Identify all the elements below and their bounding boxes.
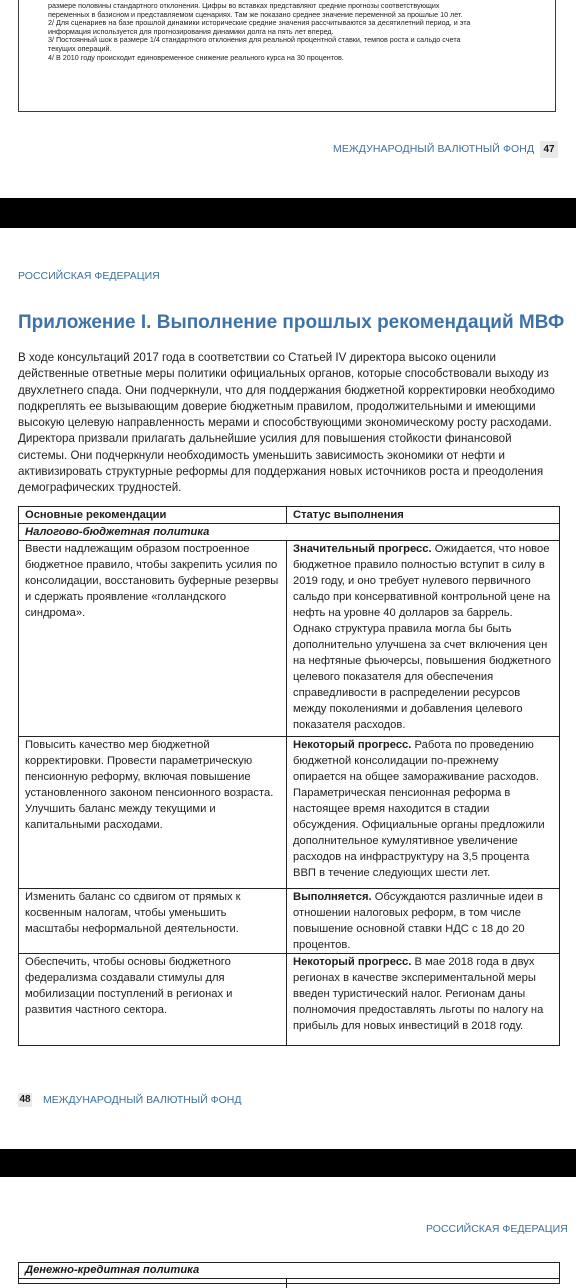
- page-separator: [0, 1149, 576, 1177]
- table-row: [19, 541, 560, 737]
- intro-paragraph: В ходе консультаций 2017 года в соответствии со Статьей IV директора высоко оценили действенные ответные меры политики официальных органов, которые способствовали выходу из двухлетнего спада. Они подчеркнули, что для поддержания бюджетной корректировки необходимо подкреплять ее вызывающим доверие бюджетным правилом, продолжительными и имеющими высокую целевую направленность мерами и способствующими экономическому росту расходами. Директора призвали прилагать дальнейшие усилия для повышения стойкости финансовой системы. Они подчеркнули необходимость уменьшить зависимость экономики от нефти и активизировать структурные реформы для поддержания новых источников роста и преодоления демографических трудностей.: [18, 351, 555, 495]
- page-footer: МЕЖДУНАРОДНЫЙ ВАЛЮТНЫЙ ФОНД: [333, 143, 535, 155]
- note-line: 4/ В 2010 году происходит единовременное снижение реального курса на 30 процентов.: [48, 52, 344, 62]
- recommendations-table: [18, 506, 560, 1046]
- running-head: РОССИЙСКАЯ ФЕДЕРАЦИЯ: [426, 1223, 568, 1235]
- table-row: [19, 737, 560, 889]
- note-line: переменных в базисном и представляемом сценариях. Там же показано среднее значение переменной за прошлые 10 лет.: [48, 9, 463, 19]
- note-line: текущих операций.: [48, 43, 112, 53]
- note-line: информация используется для прогнозирования динамики долга на пять лет вперед.: [48, 26, 334, 36]
- status-cell: [287, 889, 560, 954]
- status-text: Обсуждаются различные идеи в отношении налоговых реформ, в том числе повышение основной ставки НДС с 18 до 20 процентов.: [293, 891, 543, 951]
- page-footer: МЕЖДУНАРОДНЫЙ ВАЛЮТНЫЙ ФОНД: [43, 1094, 242, 1106]
- page-separator: [0, 198, 576, 228]
- section-row: [19, 524, 560, 541]
- column-header: Основные рекомендации: [19, 507, 287, 524]
- status-cell: [287, 737, 560, 889]
- page-number: 47: [540, 141, 558, 158]
- section-label: Денежно-кредитная политика: [25, 1264, 200, 1276]
- column-header: Статус выполнения: [287, 507, 560, 524]
- recommendation-cell: Ввести надлежащим образом построенное бюджетное правило, чтобы закрепить усилия по консолидации, восстановить буферные резервы и сдержать проявление «голландского синдрома».: [19, 541, 287, 737]
- status-label: Значительный прогресс.: [293, 543, 432, 555]
- note-line: размере половины стандартного отклонения. Цифры во вставках представляют средние прогнозы соответствующих: [48, 1, 440, 10]
- status-text: Работа по проведению бюджетной консолидации по-прежнему опирается на общее замораживание расходов. Параметрическая пенсионная реформа в настоящее время находится в стадии обсуждения. Официальные органы предложили дополнительное кумулятивное увеличение расходов на инфраструктуру на 3,5 процента ВВП в течение следующих шести лет.: [293, 739, 545, 879]
- page-number: 48: [19, 1094, 31, 1105]
- status-text: В мае 2018 года в двух регионах в качестве экспериментальной меры введен туристический налог. Регионам даны полномочия предоставлять льготы по налогу на прибыль для новых инвестиций в 2018 году.: [293, 956, 544, 1032]
- status-label: Некоторый прогресс.: [293, 739, 412, 751]
- status-text: Ожидается, что новое бюджетное правило полностью вступит в силу в 2019 году, и оно требует нулевого первичного сальдо при консервативной контрольной цене на нефть на уровне 40 долларов за баррель. Однако структура правила могла бы быть дополнительно улучшена за счет включения цен на нефтяные фьючерсы, повышения бюджетного целевого показателя для обеспечения справедливости в распределении ресурсов между поколениями и добавления целевого показателя расходов.: [293, 543, 551, 731]
- table-row: [19, 954, 560, 1046]
- recommendation-cell: Обеспечить, чтобы основы бюджетного федерализма создавали стимулы для мобилизации поступлений в регионах и развития частного сектора.: [19, 954, 287, 1046]
- status-label: Некоторый прогресс.: [293, 956, 412, 968]
- table-divider: [19, 1278, 559, 1279]
- status-cell: [287, 954, 560, 1046]
- recommendation-cell: Изменить баланс со сдвигом от прямых к косвенным налогам, чтобы уменьшить масштабы неформальной деятельности.: [19, 889, 287, 954]
- status-cell: [287, 541, 560, 737]
- status-label: Выполняется.: [293, 891, 372, 903]
- recommendation-cell: Повысить качество мер бюджетной корректировки. Провести параметрическую пенсионную реформу, включая повышение установленного законом пенсионного возраста. Улучшить баланс между текущими и капитальными расходами.: [19, 737, 287, 889]
- note-line: 3/ Постоянный шок в размере 1/4 стандартного отклонения для реальной процентной ставки, темпов роста и сальдо счета: [48, 35, 461, 45]
- table-header-row: [19, 507, 560, 524]
- monetary-policy-table: [18, 1262, 560, 1284]
- page-title: Приложение I. Выполнение прошлых рекомендаций МВФ: [18, 312, 565, 333]
- running-head: РОССИЙСКАЯ ФЕДЕРАЦИЯ: [18, 270, 160, 282]
- chart-notes: [48, 2, 548, 62]
- table-row: [19, 889, 560, 954]
- note-line: 2/ Для сценариев на базе прошлой динамики исторические средние значения рассчитываются за десятилетний период, и эта: [48, 18, 471, 28]
- section-label: Налогово-бюджетная политика: [19, 524, 560, 541]
